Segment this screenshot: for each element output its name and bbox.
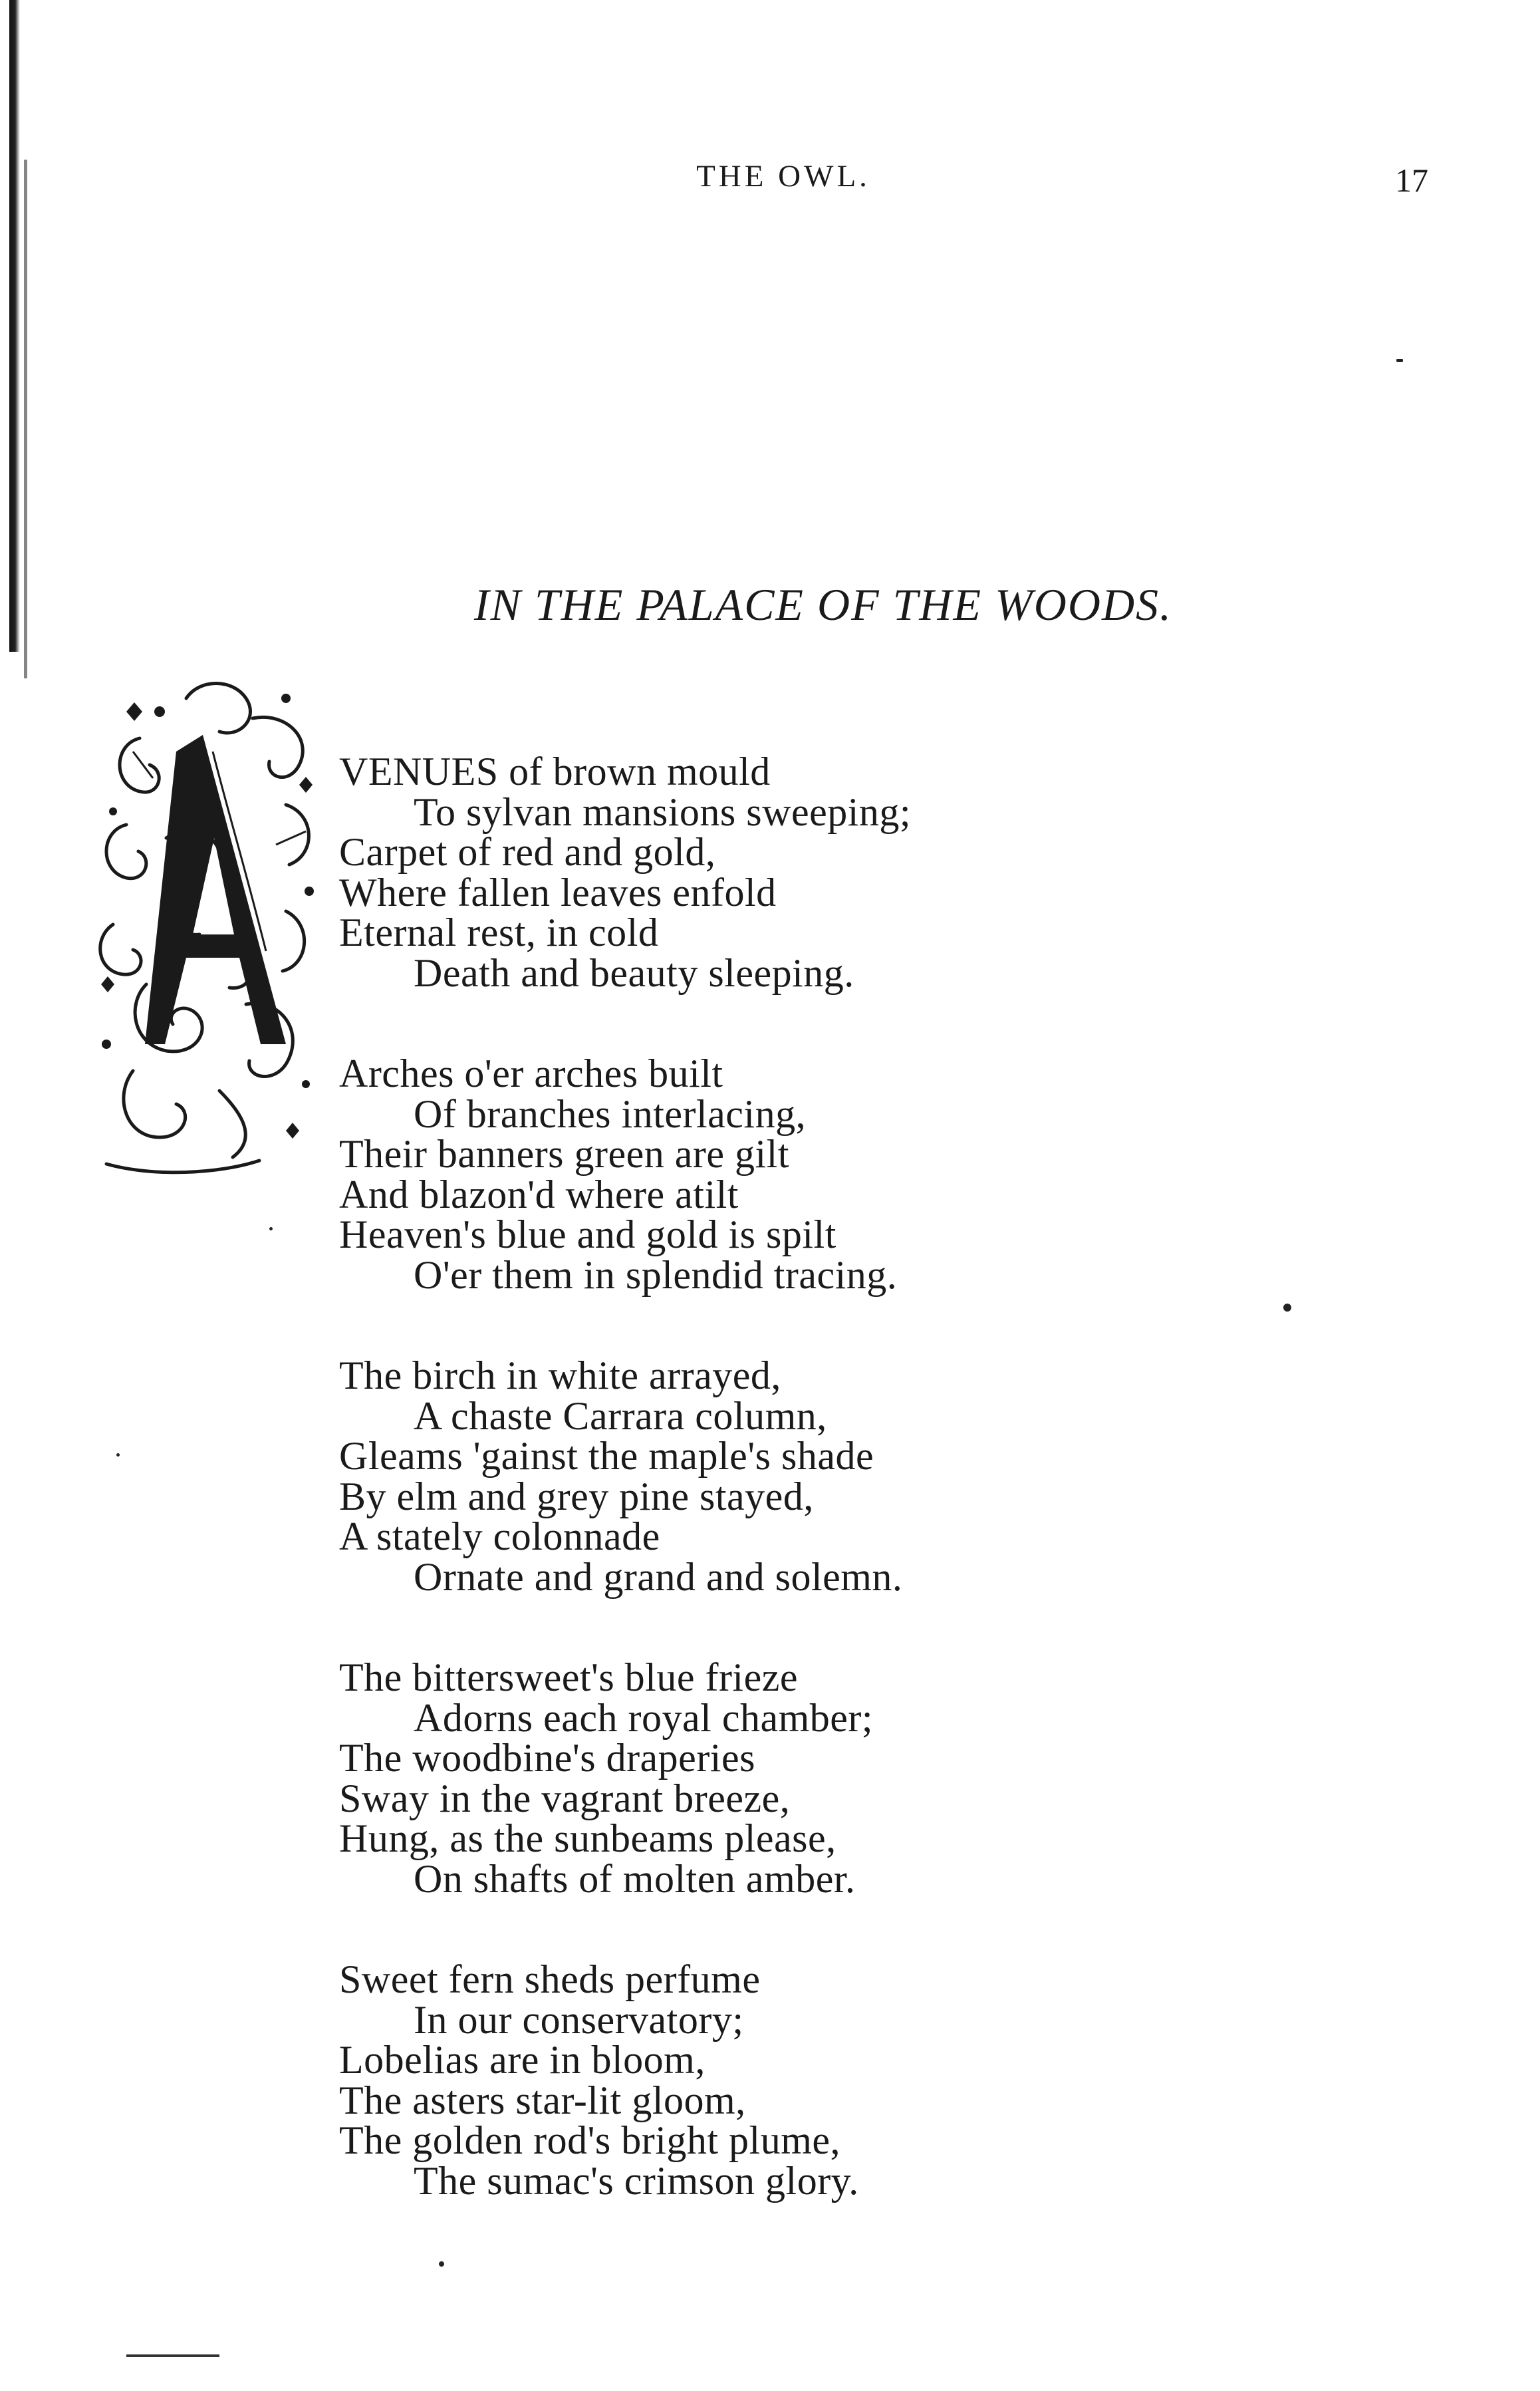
poem-line: Of branches interlacing, — [414, 1091, 807, 1136]
poem-line: A stately colonnade — [339, 1514, 660, 1558]
stanza-1 — [339, 752, 911, 993]
poem-line: Lobelias are in bloom, — [339, 2038, 706, 2082]
poem-line: By elm and grey pine stayed, — [339, 1474, 814, 1518]
ink-speck — [1283, 1304, 1291, 1312]
poem-line: The birch in white arrayed, — [339, 1353, 781, 1397]
poem-line: The asters star-lit gloom, — [339, 2078, 746, 2122]
stanza-5 — [339, 1959, 911, 2201]
poem-line: Sway in the vagrant breeze, — [339, 1776, 791, 1820]
poem-line: In our conservatory; — [414, 1997, 744, 2042]
poem-title: IN THE PALACE OF THE WOODS. — [473, 579, 1173, 630]
poem-line: A chaste Carrara column, — [414, 1393, 827, 1438]
poem-line: Ornate and grand and solemn. — [414, 1554, 903, 1599]
ornamental-drop-cap — [86, 672, 339, 1177]
poem-line: To sylvan mansions sweeping; — [414, 789, 912, 834]
running-head: THE OWL. — [696, 159, 870, 194]
poem-body — [339, 752, 911, 2261]
bottom-rule — [126, 2354, 219, 2357]
poem-line: Their banners green are gilt — [339, 1132, 790, 1176]
poem-line: The golden rod's bright plume, — [339, 2118, 841, 2162]
poem-line: Gleams 'gainst the maple's shade — [339, 1434, 874, 1478]
poem-line: Sweet fern sheds perfume — [339, 1957, 761, 2001]
page-binding-edge — [9, 0, 20, 652]
poem-line: Hung, as the sunbeams please, — [339, 1816, 836, 1860]
poem-line: And blazon'd where atilt — [339, 1172, 739, 1216]
poem-line: The woodbine's draperies — [339, 1736, 755, 1780]
stanza-2 — [339, 1054, 911, 1295]
poem-line: VENUES of brown mould — [339, 750, 771, 793]
poem-line: The bittersweet's blue frieze — [339, 1655, 798, 1699]
poem-line: Arches o'er arches built — [339, 1052, 723, 1095]
ink-speck — [439, 2261, 444, 2267]
poem-line: Eternal rest, in cold — [339, 911, 659, 954]
poem-line: Adorns each royal chamber; — [414, 1695, 874, 1740]
page-number: 17 — [1395, 162, 1428, 199]
poem-line: Where fallen leaves enfold — [339, 870, 777, 914]
poem-line: Heaven's blue and gold is spilt — [339, 1212, 836, 1256]
stanza-3 — [339, 1355, 911, 1597]
poem-line: O'er them in splendid tracing. — [414, 1252, 898, 1297]
stanza-4 — [339, 1657, 911, 1899]
poem-line: Carpet of red and gold, — [339, 830, 716, 874]
poem-line: Death and beauty sleeping. — [414, 950, 854, 995]
ink-speck — [116, 1453, 120, 1457]
poem-line: On shafts of molten amber. — [414, 1856, 856, 1901]
ink-speck — [269, 1227, 273, 1230]
poem-line: The sumac's crimson glory. — [414, 2158, 859, 2203]
ink-speck — [1396, 359, 1403, 362]
